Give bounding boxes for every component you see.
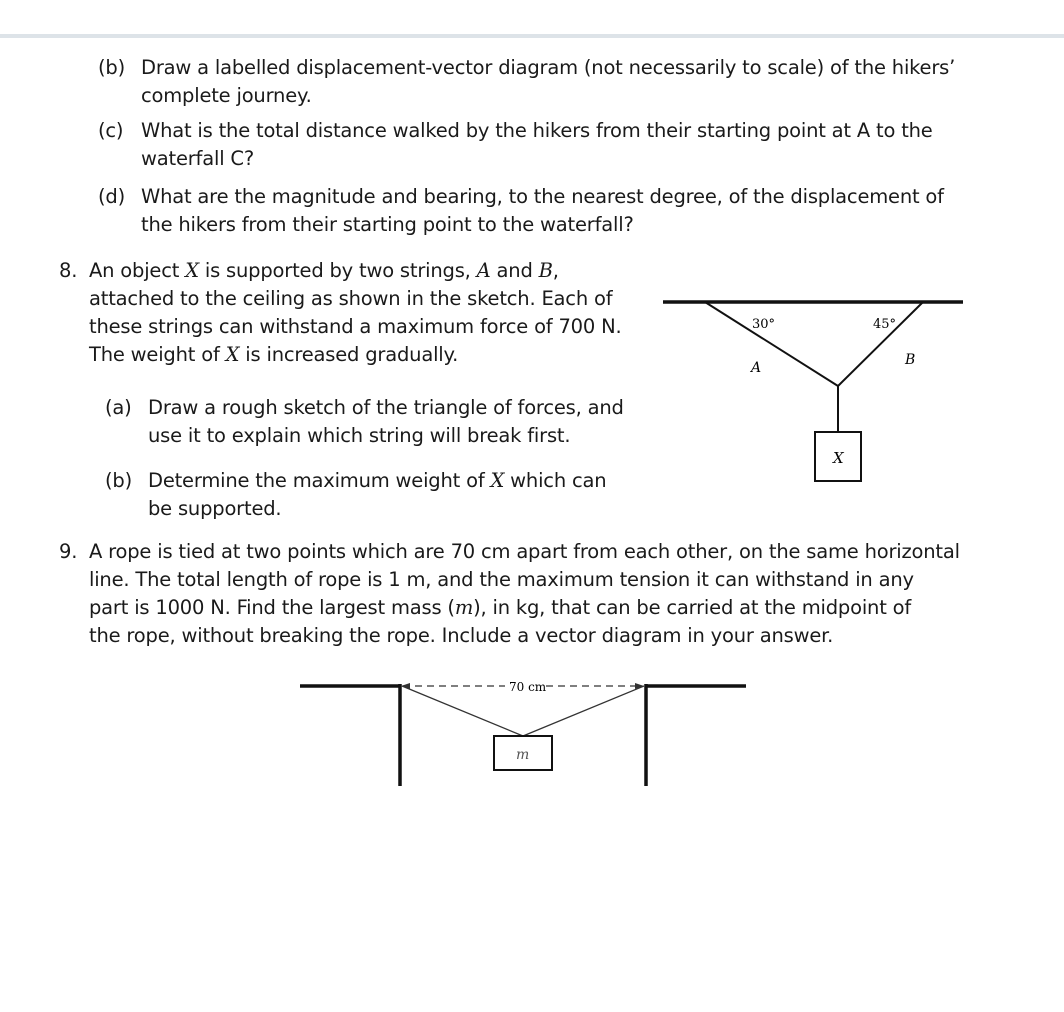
string-a (705, 302, 838, 386)
mass-x-label: X (833, 449, 844, 467)
distance-label: 70 cm (509, 680, 547, 694)
angle-30-label: 30° (752, 317, 776, 332)
rope-left (402, 686, 523, 736)
q7b-label: (b) (98, 56, 125, 79)
q8a-label: (a) (105, 396, 132, 419)
q7c-line1: What is the total distance walked by the hikers from their starting point at A to the (141, 119, 933, 142)
q8-line1: An object X is supported by two strings, A and B, (89, 259, 559, 282)
q7b-line1: Draw a labelled displacement-vector diagram (not necessarily to scale) of the hikers’ (141, 56, 956, 79)
q7b-line2: complete journey. (141, 84, 312, 107)
q7d-line2: the hikers from their starting point to the waterfall? (141, 213, 634, 236)
q8-string-diagram (655, 285, 975, 495)
q8a-line1: Draw a rough sketch of the triangle of forces, and (148, 396, 624, 419)
q8-line2: attached to the ceiling as shown in the sketch. Each of (89, 287, 613, 310)
string-b (838, 302, 923, 386)
q8-line3: these strings can withstand a maximum force of 700 N. (89, 315, 622, 338)
q8b-line2: be supported. (148, 497, 282, 520)
q7c-label: (c) (98, 119, 124, 142)
string-a-label: A (751, 360, 762, 376)
angle-45-label: 45° (873, 317, 897, 332)
q8a-line2: use it to explain which string will break first. (148, 424, 571, 447)
q9-number: 9. (59, 540, 78, 563)
mass-m-label: m (516, 747, 530, 763)
q9-line4: the rope, without breaking the rope. Include a vector diagram in your answer. (89, 624, 834, 647)
q7d-label: (d) (98, 185, 125, 208)
q9-line1: A rope is tied at two points which are 70 cm apart from each other, on the same horizontal (89, 540, 960, 563)
q8-line4: The weight of X is increased gradually. (89, 343, 459, 366)
q9-line3: part is 1000 N. Find the largest mass (m), in kg, that can be carried at the midpoint of (89, 596, 912, 619)
q8-number: 8. (59, 259, 78, 282)
top-divider (0, 34, 1064, 38)
q8b-line1: Determine the maximum weight of X which can (148, 469, 607, 492)
string-b-label: B (905, 352, 916, 368)
q7d-line1: What are the magnitude and bearing, to the nearest degree, of the displacement of (141, 185, 944, 208)
q8b-label: (b) (105, 469, 132, 492)
q7c-line2: waterfall C? (141, 147, 254, 170)
q9-rope-diagram (290, 670, 760, 795)
q9-line2: line. The total length of rope is 1 m, and the maximum tension it can withstand in any (89, 568, 914, 591)
